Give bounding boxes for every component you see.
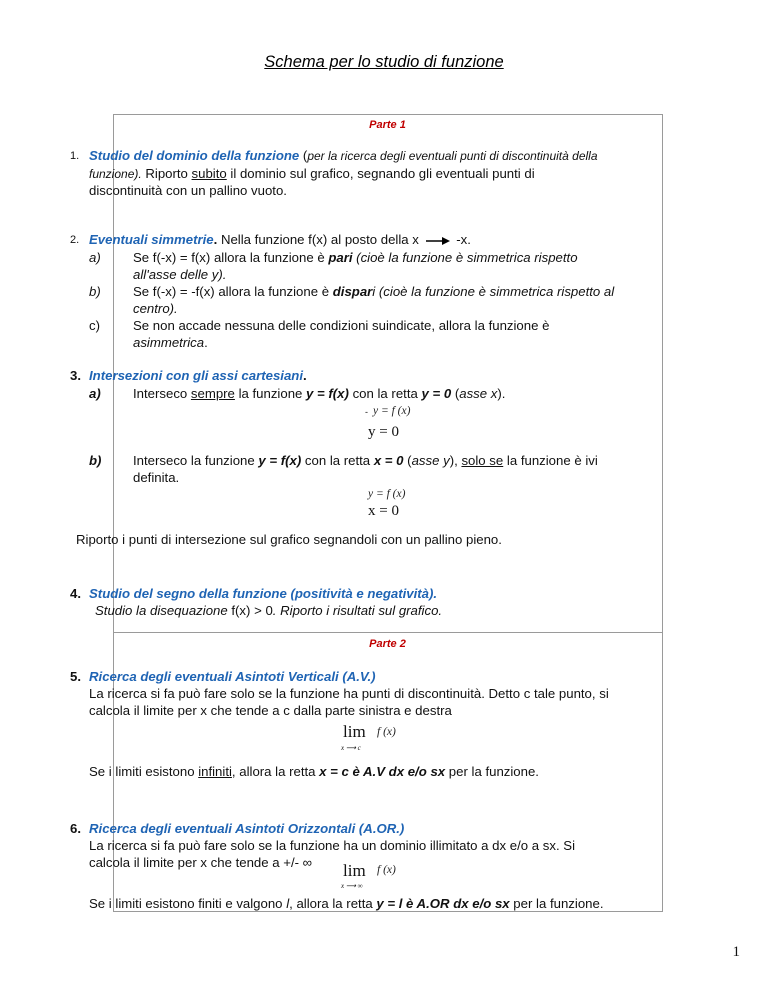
section-1-heading: Studio del dominio della funzione xyxy=(89,148,300,163)
equation-x-0: x = 0 xyxy=(368,503,399,519)
equation-y-0: y = 0 xyxy=(368,424,399,440)
page-title: Schema per lo studio di funzione xyxy=(264,53,504,71)
symmetry-none: Se non accade nessuna delle condizioni suindicate, allora la funzione è xyxy=(133,318,550,333)
section-3-number: 3. xyxy=(70,368,81,383)
intersection-y-axis: Interseco la funzione y = f(x) con la retta x = 0 (asse y), solo se la funzione è ivi xyxy=(133,453,598,468)
section-4-line-2: Studio la disequazione f(x) > 0. Riporto i risultati sul grafico. xyxy=(95,603,443,618)
section-6-heading: Ricerca degli eventuali Asintoti Orizzontali (A.OR.) xyxy=(89,821,405,836)
intersection-x-axis: Interseco sempre la funzione y = f(x) con la retta y = 0 (asse x). xyxy=(133,386,506,401)
section-1-line-3: discontinuità con un pallino vuoto. xyxy=(89,183,287,198)
section-1-number: 1. xyxy=(70,150,80,162)
symmetry-even: Se f(-x) = f(x) allora la funzione è pari (cioè la funzione è simmetrica rispetto xyxy=(133,250,578,265)
page-number: 1 xyxy=(732,944,740,960)
section-6-number: 6. xyxy=(70,821,81,836)
part-divider xyxy=(113,632,662,633)
section-2-number: 2. xyxy=(70,234,80,246)
section-4-heading: Studio del segno della funzione (positività e negatività). xyxy=(89,586,438,601)
arrow-right-icon xyxy=(425,236,451,246)
limit-horizontal: lim xyxy=(343,861,366,880)
section-2-heading: Eventuali simmetrie xyxy=(89,232,214,247)
section-5-number: 5. xyxy=(70,669,81,684)
section-5-heading: Ricerca degli eventuali Asintoti Verticali (A.V.) xyxy=(89,669,376,684)
part-2-label: Parte 2 xyxy=(369,638,406,650)
part-1-label: Parte 1 xyxy=(369,119,406,131)
section-4-number: 4. xyxy=(70,586,81,601)
symmetry-odd: Se f(-x) = -f(x) allora la funzione è dispari (cioè la funzione è simmetrica rispetto al xyxy=(133,284,615,299)
intersection-note: Riporto i punti di intersezione sul grafico segnandoli con un pallino pieno. xyxy=(76,532,502,547)
section-1-line-1: Studio del dominio della funzione (per la ricerca degli eventuali punti di discontinuità della xyxy=(89,148,598,163)
equation-y-fx-2: y = f (x) xyxy=(368,488,406,500)
limit-vertical: lim xyxy=(343,722,366,741)
equation-y-fx: y = f (x) xyxy=(373,405,411,417)
section-5-result: Se i limiti esistono infiniti, allora la retta x = c è A.V dx e/o sx per la funzione. xyxy=(89,764,539,779)
section-2-line-1: Eventuali simmetrie. Nella funzione f(x) al posto della x -x. xyxy=(89,232,471,247)
section-1-line-2: funzione). Riporto subito il dominio sul grafico, segnando gli eventuali punti di xyxy=(89,166,535,181)
section-3-heading: Intersezioni con gli assi cartesiani xyxy=(89,368,304,383)
section-6-result: Se i limiti esistono finiti e valgono l, allora la retta y = l è A.OR dx e/o sx per la funzione. xyxy=(89,896,604,911)
